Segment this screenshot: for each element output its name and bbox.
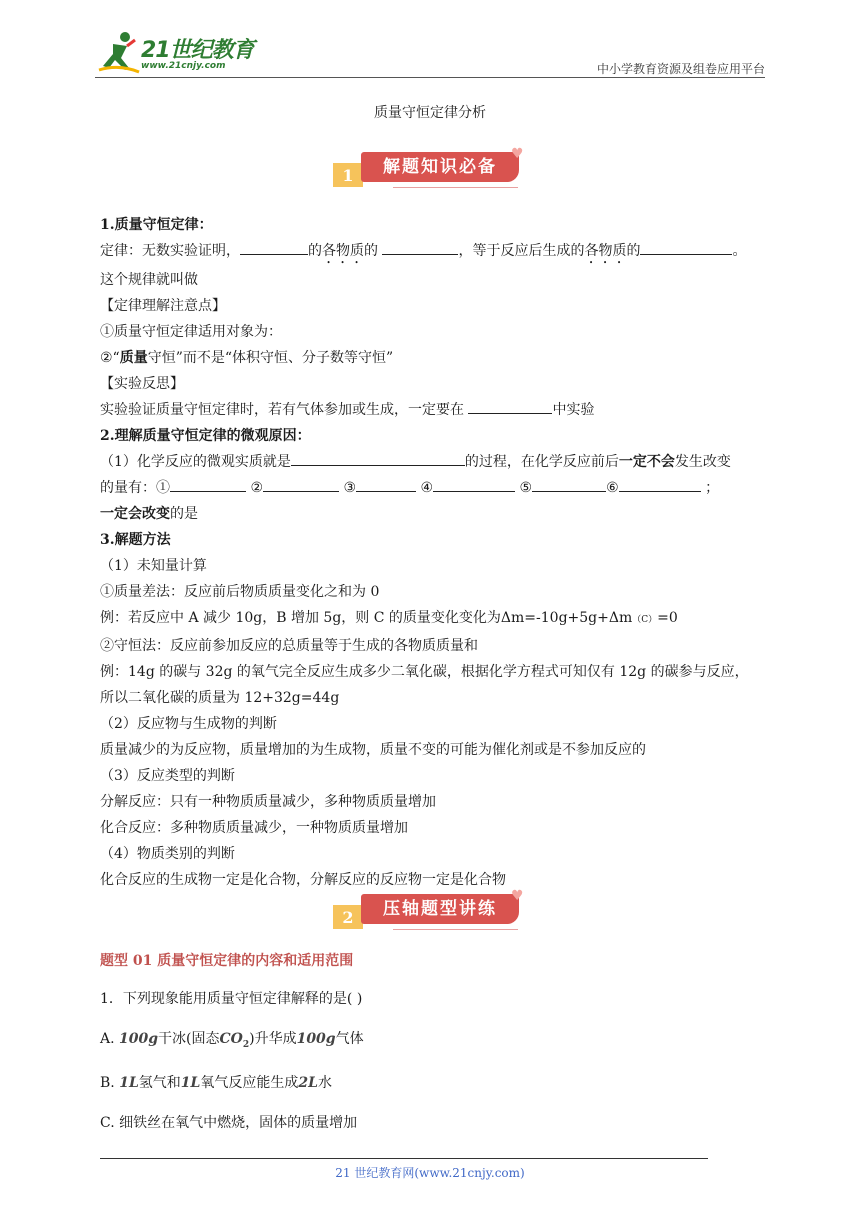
question-stem: 1．下列现象能用质量守恒定律解释的是( ) (100, 991, 363, 1007)
method-line: 所以二氧化碳的质量为 12+32g=44g (100, 690, 340, 706)
banner-label: 压轴题型讲练 (361, 894, 519, 924)
blank-field (468, 399, 552, 414)
blank-field (640, 240, 732, 255)
question-type-title: 题型 01 质量守恒定律的内容和适用范围 (100, 953, 354, 969)
micro-line-1: （1）化学反应的微观实质就是 的过程，在化学反应前后一定不会发生改变 (100, 449, 770, 475)
method-line: （4）物质类别的判断 (100, 846, 235, 862)
blank-field (619, 477, 701, 492)
experiment-line: 实验验证质量守恒定律时，若有气体参加或生成，一定要在 中实验 (100, 397, 770, 423)
heart-icon: ♥ (511, 888, 524, 904)
micro-line-3: 一定会改变的是 (100, 506, 198, 522)
section-heading: 1.质量守恒定律： (100, 217, 213, 233)
method-line: 例：若反应中 A 减少 10g，B 增加 5g，则 C 的质量变化变化为Δm=-10g+5g+Δm（C）=0 (100, 610, 678, 626)
method-line: ②守恒法：反应前参加反应的总质量等于生成的各物质质量和 (100, 638, 478, 654)
blank-field (433, 477, 515, 492)
blank-field (263, 477, 339, 492)
option-b: B. 1L氢气和1L氧气反应能生成2L水 (100, 1075, 332, 1091)
method-line: 化合反应：多种物质质量减少，一种物质质量增加 (100, 820, 408, 836)
micro-line-2: 的量有：① ② ③ ④ ⑤ ⑥ ； (100, 475, 770, 501)
runner-logo-icon (95, 28, 143, 76)
banner-number: 1 (333, 163, 363, 187)
method-line: （1）未知量计算 (100, 558, 207, 574)
experiment-title: 【实验反思】 (100, 376, 184, 392)
footer-divider (100, 1158, 708, 1159)
blank-field (356, 477, 416, 492)
blank-field (291, 451, 465, 466)
definition-line: 定律：无数实验证明， 的各物质的 ，等于反应后生成的各物质的 。 (100, 238, 770, 267)
header-divider (95, 77, 765, 78)
method-line: 质量减少的为反应物，质量增加的为生成物，质量不变的可能为催化剂或是不参加反应的 (100, 742, 646, 758)
platform-name: 中小学教育资源及组卷应用平台 (596, 62, 765, 76)
document-title: 质量守恒定律分析 (374, 105, 486, 121)
option-c: C. 细铁丝在氧气中燃烧，固体的质量增加 (100, 1115, 358, 1131)
note-item: ①质量守恒定律适用对象为： (100, 324, 282, 340)
method-line: （3）反应类型的判断 (100, 768, 235, 784)
banner-underline (393, 929, 518, 930)
logo-url: www.21cnjy.com (141, 61, 226, 71)
banner-number: 2 (333, 905, 363, 929)
method-line: 分解反应：只有一种物质质量减少，多种物质质量增加 (100, 794, 436, 810)
section-banner-2 (333, 888, 528, 936)
method-line: 例：14g 的碳与 32g 的氧气完全反应生成多少二氧化碳，根据化学方程式可知仅有 12g 的碳参与反应， (100, 664, 749, 680)
blank-field (240, 240, 308, 255)
blank-field (170, 477, 246, 492)
method-line: 化合反应的生成物一定是化合物，分解反应的反应物一定是化合物 (100, 872, 506, 888)
banner-underline (393, 187, 518, 188)
note-title: 【定律理解注意点】 (100, 298, 226, 314)
banner-label: 解题知识必备 (361, 152, 519, 182)
blank-field (532, 477, 606, 492)
blank-field (382, 240, 458, 255)
section-banner-1 (333, 146, 528, 194)
heart-icon: ♥ (511, 146, 524, 162)
footer-text: 21 世纪教育网(www.21cnjy.com) (335, 1166, 525, 1180)
section-heading: 2.理解质量守恒定律的微观原因： (100, 428, 311, 444)
logo-text: 21世纪教育 (141, 38, 254, 63)
knowledge-section (100, 212, 770, 893)
section-heading: 3.解题方法 (100, 532, 171, 548)
definition-line-2: 这个规律就叫做 (100, 272, 198, 288)
option-a: A. 100g干冰(固态$CO_2$)升华成100g气体 (100, 1031, 364, 1050)
logo (95, 28, 265, 76)
method-line: ①质量差法：反应前后物质质量变化之和为 0 (100, 584, 380, 600)
note-item: ②“质量守恒”而不是“体积守恒、分子数等守恒” (100, 350, 394, 366)
page-header (95, 28, 765, 78)
method-line: （2）反应物与生成物的判断 (100, 716, 277, 732)
